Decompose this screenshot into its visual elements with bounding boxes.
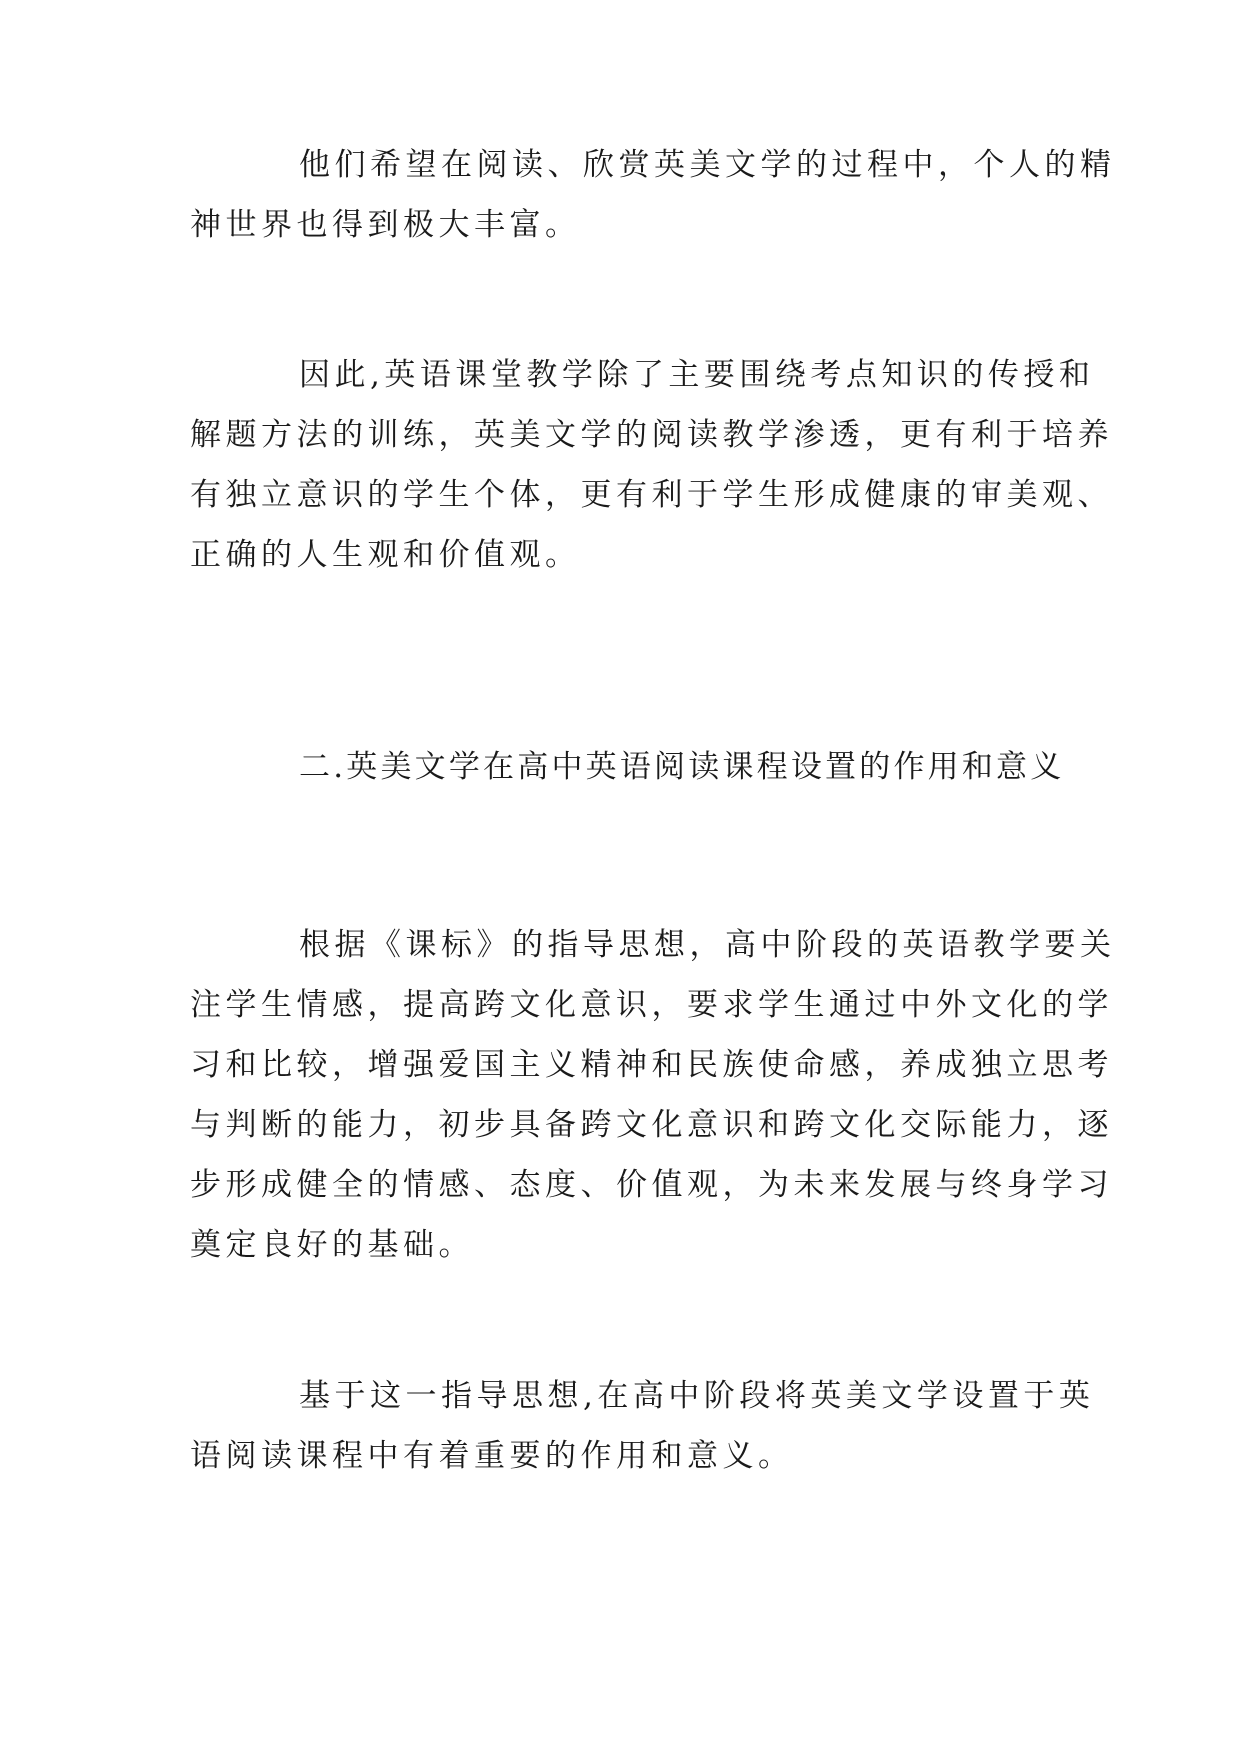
paragraph-line: 有独立意识的学生个体，更有利于学生形成健康的审美观、 bbox=[190, 477, 1113, 513]
paragraph-1 bbox=[190, 135, 1116, 255]
paragraph-line: 与判断的能力，初步具备跨文化意识和跨文化交际能力，逐 bbox=[190, 1107, 1113, 1143]
paragraph-line: 语阅读课程中有着重要的作用和意义。 bbox=[190, 1438, 794, 1474]
paragraph-line: 习和比较，增强爱国主义精神和民族使命感，养成独立思考 bbox=[190, 1047, 1113, 1083]
paragraph-line: 因此,英语课堂教学除了主要围绕考点知识的传授和 bbox=[299, 357, 1095, 393]
paragraph-line: 正确的人生观和价值观。 bbox=[190, 537, 581, 573]
paragraph-2 bbox=[190, 345, 1113, 585]
paragraph-3 bbox=[190, 915, 1116, 1275]
paragraph-line: 注学生情感，提高跨文化意识，要求学生通过中外文化的学 bbox=[190, 987, 1113, 1023]
paragraph-line: 步形成健全的情感、态度、价值观，为未来发展与终身学习 bbox=[190, 1167, 1113, 1203]
section-heading bbox=[190, 737, 1065, 797]
paragraph-line: 根据《课标》的指导思想，高中阶段的英语教学要关 bbox=[299, 927, 1116, 963]
paragraph-line: 解题方法的训练，英美文学的阅读教学渗透，更有利于培养 bbox=[190, 417, 1113, 453]
section-heading-text: 二.英美文学在高中英语阅读课程设置的作用和意义 bbox=[299, 749, 1065, 785]
paragraph-line: 神世界也得到极大丰富。 bbox=[190, 207, 581, 243]
paragraph-line: 他们希望在阅读、欣赏英美文学的过程中，个人的精 bbox=[299, 147, 1116, 183]
paragraph-line: 基于这一指导思想,在高中阶段将英美文学设置于英 bbox=[299, 1378, 1095, 1414]
paragraph-line: 奠定良好的基础。 bbox=[190, 1227, 474, 1263]
paragraph-4 bbox=[190, 1366, 1095, 1486]
